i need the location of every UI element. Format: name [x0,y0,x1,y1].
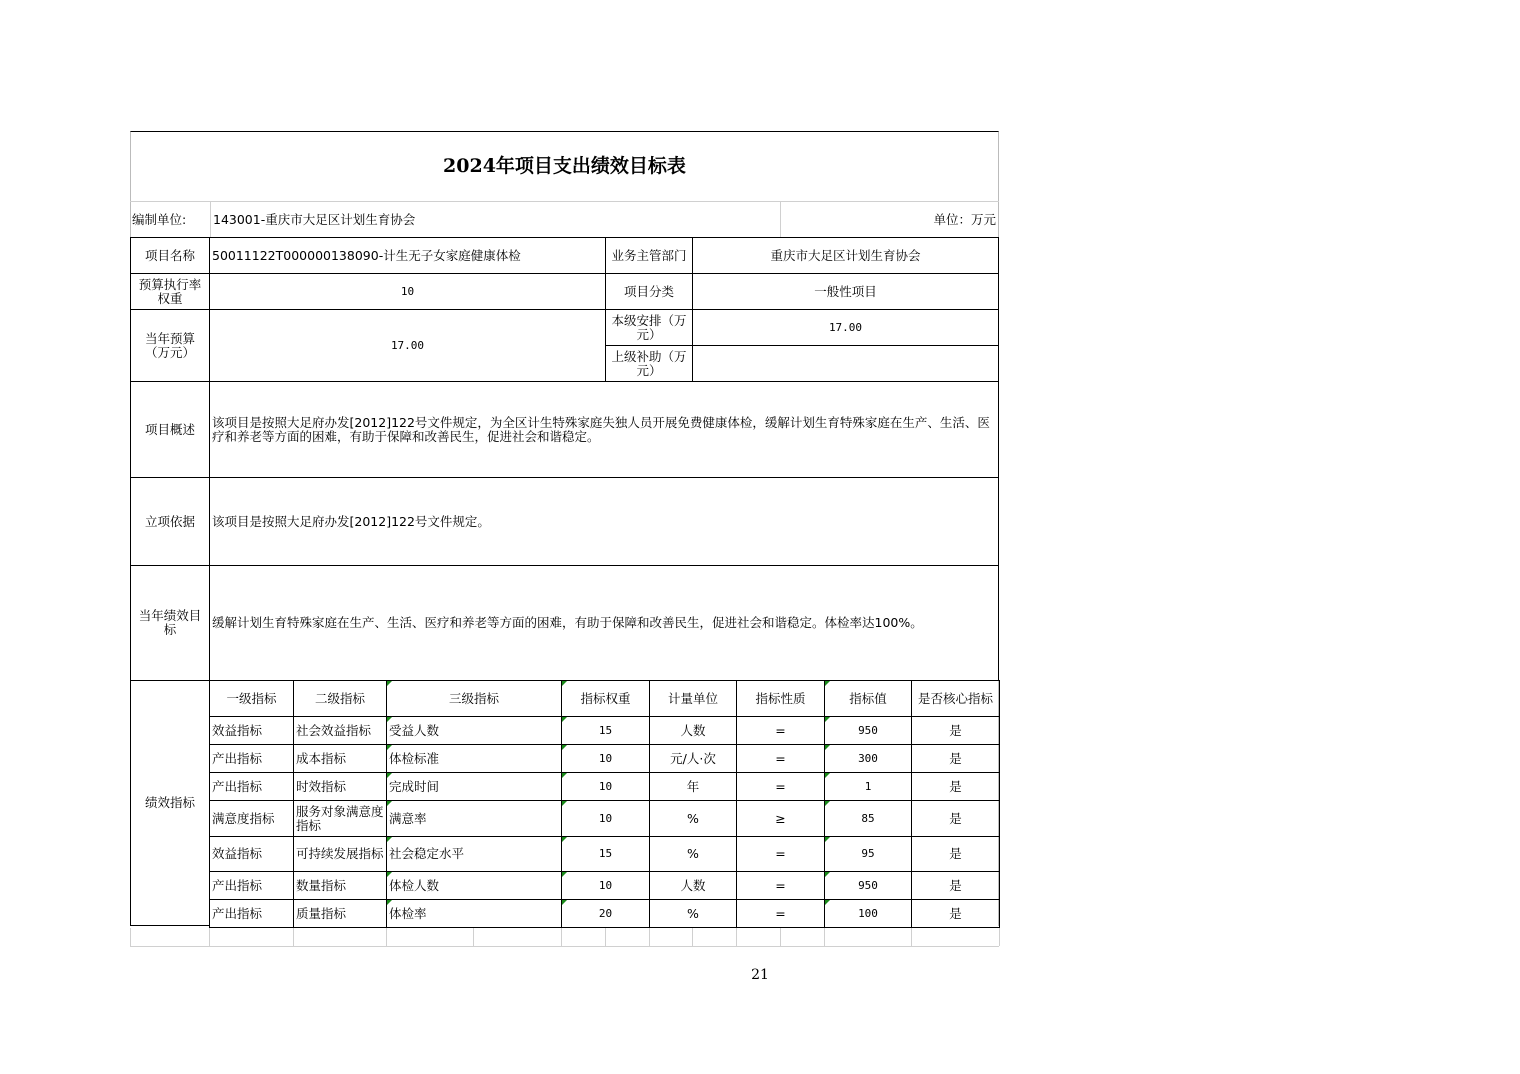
cell-level3: 体检率 [386,899,562,928]
gridline [473,928,474,946]
cell-weight: 15 [561,716,650,745]
cell-level3: 体检标准 [386,744,562,773]
cell-level3: 体检人数 [386,871,562,900]
comment-marker-icon [387,900,392,905]
comment-marker-icon [825,872,830,877]
cell-level1: 产出指标 [209,899,294,928]
upper-value [692,345,999,382]
cell-weight: 15 [561,836,650,872]
comment-marker-icon [825,801,830,806]
gridline [911,928,912,946]
cell-nature: = [736,772,825,801]
comment-marker-icon [825,837,830,842]
cell-core: 是 [911,744,1000,773]
weight-value: 10 [209,273,606,310]
cell-level2: 服务对象满意度指标 [293,800,387,837]
cell-value: 85 [824,800,912,837]
gridline [209,928,210,946]
dept-value: 重庆市大足区计划生育协会 [692,237,999,274]
gridline [824,928,825,946]
overview-text: 该项目是按照大足府办发[2012]122号文件规定，为全区计生特殊家庭失独人员开展免费健康体检，缓解计划生育特殊家庭在生产、生活、医疗和养老等方面的困难，有助于保障和改善民生，促进社会和谐稳定。 [209,381,999,478]
unit-label: 编制单位: [130,201,210,237]
cell-level1: 产出指标 [209,871,294,900]
cell-core: 是 [911,772,1000,801]
comment-marker-icon [562,773,567,778]
gridline [561,928,562,946]
comment-marker-icon [387,872,392,877]
basis-text: 该项目是按照大足府办发[2012]122号文件规定。 [209,477,999,566]
cell-nature: = [736,716,825,745]
cell-level2: 时效指标 [293,772,387,801]
local-label: 本级安排（万元） [605,309,693,346]
comment-marker-icon [387,773,392,778]
category-value: 一般性项目 [692,273,999,310]
gridline [130,946,999,947]
upper-label: 上级补助（万元） [605,345,693,382]
cell-nature: = [736,871,825,900]
comment-marker-icon [825,681,830,686]
header-weight: 指标权重 [561,680,650,717]
cell-unit: 年 [649,772,737,801]
cell-value: 100 [824,899,912,928]
comment-marker-icon [825,745,830,750]
cell-nature: = [736,744,825,773]
comment-marker-icon [387,681,392,686]
cell-unit: % [649,836,737,872]
gridline [386,928,387,946]
project-name-label: 项目名称 [130,237,210,274]
gridline [130,928,131,946]
cell-level3: 受益人数 [386,716,562,745]
cell-unit: 人数 [649,871,737,900]
unit-value: 143001-重庆市大足区计划生育协会 [210,201,780,237]
cell-value: 300 [824,744,912,773]
gridline [999,928,1000,946]
header-level2: 二级指标 [293,680,387,717]
gridline [736,928,737,946]
gridline [605,928,606,946]
cell-value: 950 [824,716,912,745]
cell-weight: 20 [561,899,650,928]
header-core: 是否核心指标 [911,680,1000,717]
comment-marker-icon [562,837,567,842]
cell-level3: 社会稳定水平 [386,836,562,872]
comment-marker-icon [387,801,392,806]
cell-level2: 社会效益指标 [293,716,387,745]
header-value: 指标值 [824,680,912,717]
category-label: 项目分类 [605,273,693,310]
cell-nature: = [736,899,825,928]
comment-marker-icon [562,801,567,806]
budget-label: 当年预算（万元） [130,309,210,382]
cell-value: 95 [824,836,912,872]
dept-label: 业务主管部门 [605,237,693,274]
header-unit: 计量单位 [649,680,737,717]
budget-value: 17.00 [209,309,606,382]
comment-marker-icon [825,900,830,905]
cell-level3: 完成时间 [386,772,562,801]
comment-marker-icon [825,717,830,722]
gridline [293,928,294,946]
cell-core: 是 [911,871,1000,900]
comment-marker-icon [562,717,567,722]
gridline [692,928,693,946]
cell-core: 是 [911,836,1000,872]
comment-marker-icon [562,681,567,686]
goal-text: 缓解计划生育特殊家庭在生产、生活、医疗和养老等方面的困难，有助于保障和改善民生，促进社会和谐稳定。体检率达100%。 [209,565,999,681]
cell-core: 是 [911,899,1000,928]
cell-weight: 10 [561,744,650,773]
currency-unit: 单位：万元 [780,201,999,237]
cell-weight: 10 [561,871,650,900]
cell-unit: 人数 [649,716,737,745]
comment-marker-icon [562,745,567,750]
cell-unit: 元/人·次 [649,744,737,773]
cell-value: 1 [824,772,912,801]
cell-core: 是 [911,716,1000,745]
cell-unit: % [649,800,737,837]
cell-nature: ≥ [736,800,825,837]
goal-label: 当年绩效目标 [130,565,210,681]
comment-marker-icon [825,773,830,778]
comment-marker-icon [562,900,567,905]
comment-marker-icon [387,837,392,842]
cell-level2: 数量指标 [293,871,387,900]
page-number: 21 [751,967,769,983]
cell-level3: 满意率 [386,800,562,837]
cell-nature: = [736,836,825,872]
performance-sheet [130,131,1000,946]
cell-level1: 产出指标 [209,744,294,773]
cell-weight: 10 [561,772,650,801]
gridline [780,928,781,946]
cell-level1: 效益指标 [209,836,294,872]
comment-marker-icon [387,745,392,750]
cell-weight: 10 [561,800,650,837]
comment-marker-icon [562,872,567,877]
cell-level1: 效益指标 [209,716,294,745]
overview-label: 项目概述 [130,381,210,478]
cell-level2: 质量指标 [293,899,387,928]
gridline [649,928,650,946]
project-name-value: 50011122T000000138090-计生无子女家庭健康体检 [209,237,606,274]
cell-level2: 成本指标 [293,744,387,773]
cell-level1: 满意度指标 [209,800,294,837]
page-title: 2024年项目支出绩效目标表 [443,155,686,177]
header-nature: 指标性质 [736,680,825,717]
indicator-section-label: 绩效指标 [130,680,210,926]
header-level1: 一级指标 [209,680,294,717]
cell-unit: % [649,899,737,928]
cell-core: 是 [911,800,1000,837]
cell-value: 950 [824,871,912,900]
weight-label: 预算执行率权重 [130,273,210,310]
comment-marker-icon [387,717,392,722]
cell-level1: 产出指标 [209,772,294,801]
local-value: 17.00 [692,309,999,346]
header-level3: 三级指标 [386,680,562,717]
cell-level2: 可持续发展指标 [293,836,387,872]
basis-label: 立项依据 [130,477,210,566]
